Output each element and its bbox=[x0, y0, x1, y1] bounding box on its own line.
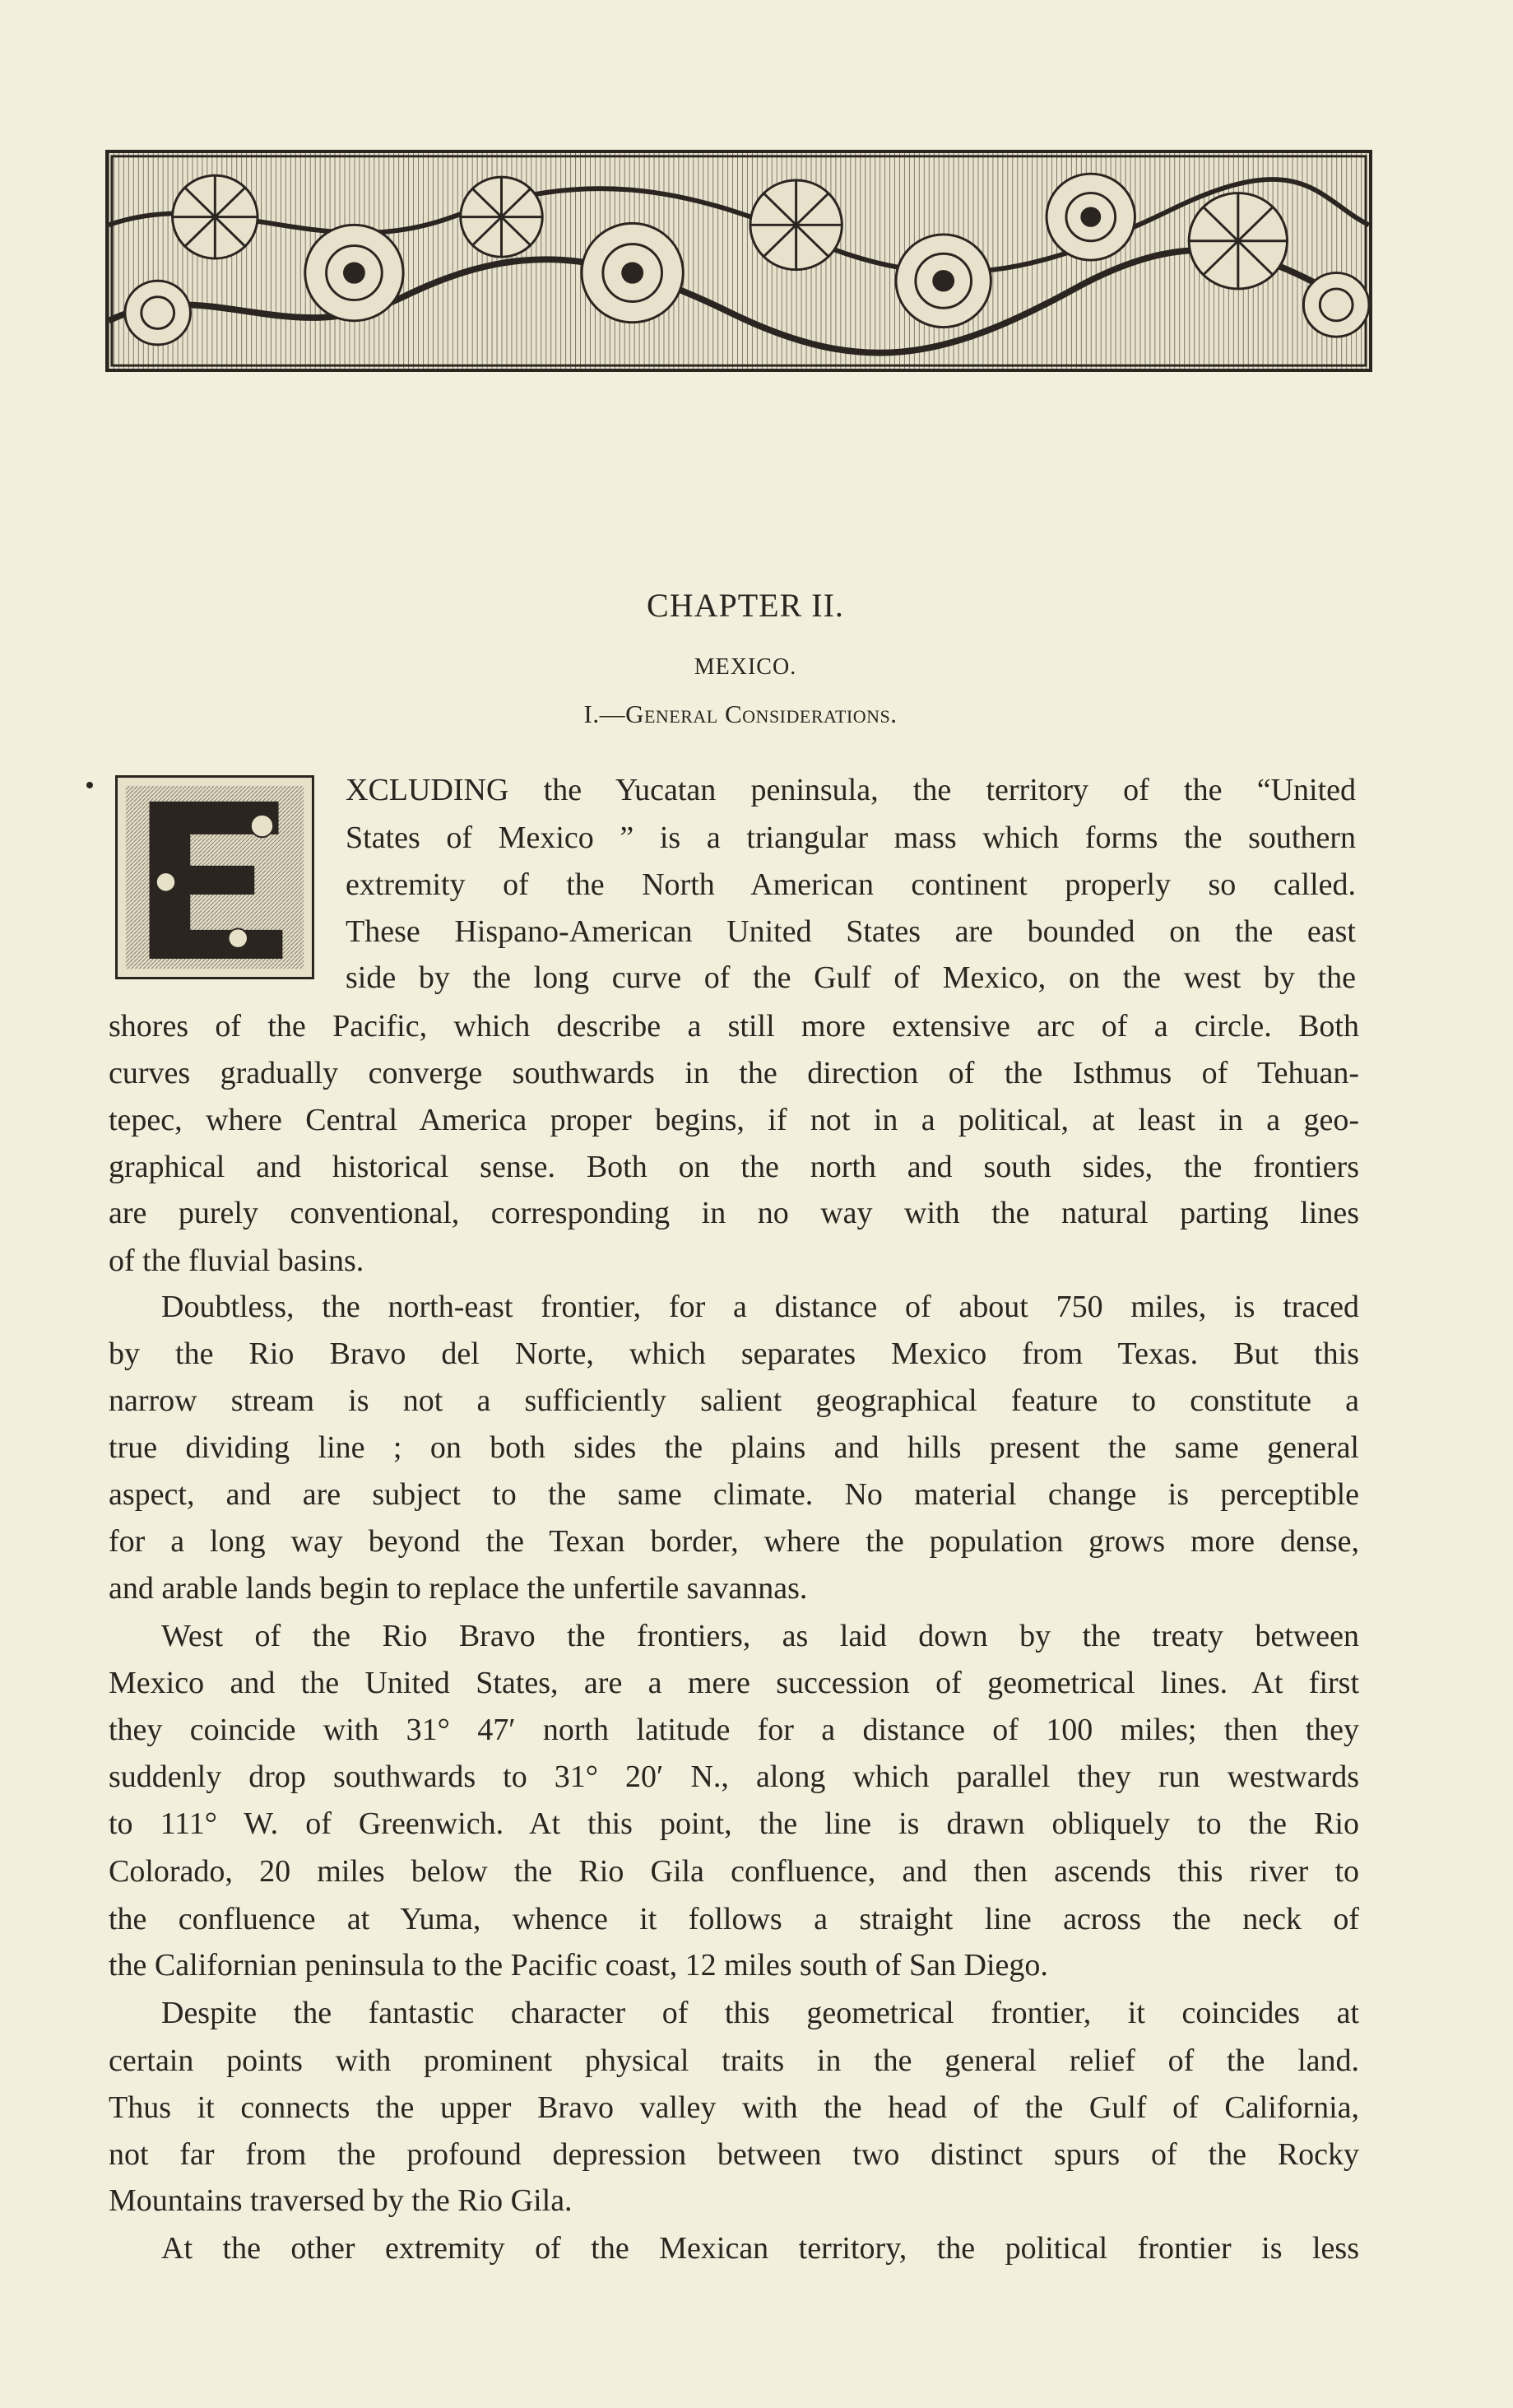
text-line: Mountains traversed by the Rio Gila. bbox=[109, 2183, 573, 2218]
text-line: curves gradually converge southwards in the direction of the Isthmus of Tehuan- bbox=[109, 1056, 1359, 1090]
floral-banner bbox=[105, 150, 1372, 372]
text-line: shores of the Pacific, which describe a still more extensive arc of a circle. Both bbox=[109, 1009, 1359, 1044]
text-line: Doubtless, the north-east frontier, for a distance of about 750 miles, is traced bbox=[161, 1290, 1359, 1324]
text-line: are purely conventional, corresponding in no way with the natural parting lines bbox=[109, 1196, 1359, 1230]
text-line: the confluence at Yuma, whence it follows a straight line across the neck of bbox=[109, 1902, 1359, 1936]
section-heading bbox=[0, 700, 1481, 729]
text-line: narrow stream is not a sufficiently salient geographical feature to constitute a bbox=[109, 1383, 1359, 1418]
text-line: true dividing line ; on both sides the plains and hills present the same general bbox=[109, 1430, 1359, 1465]
text-line: Mexico and the United States, are a mere succession of geometrical lines. At first bbox=[109, 1666, 1359, 1700]
text-line: side by the long curve of the Gulf of Mexico, on the west by the bbox=[346, 960, 1356, 995]
dropcap-e-illustration bbox=[118, 778, 312, 977]
text-line: certain points with prominent physical traits in the general relief of the land. bbox=[109, 2043, 1359, 2078]
text-line: suddenly drop southwards to 31° 20′ N., along which parallel they run westwards bbox=[109, 1760, 1359, 1794]
text-line: At the other extremity of the Mexican territory, the political frontier is less bbox=[161, 2231, 1359, 2266]
text-line: tepec, where Central America proper begins, if not in a political, at least in a geo- bbox=[109, 1103, 1359, 1137]
text-line: Thus it connects the upper Bravo valley with the head of the Gulf of California, bbox=[109, 2090, 1359, 2125]
text-line: extremity of the North American continent properly so called. bbox=[346, 867, 1356, 902]
text-line: the Californian peninsula to the Pacific coast, 12 miles south of San Diego. bbox=[109, 1948, 1048, 1983]
stray-mark bbox=[86, 782, 93, 788]
text-line: by the Rio Bravo del Norte, which separates Mexico from Texas. But this bbox=[109, 1336, 1359, 1371]
text-line: States of Mexico ” is a triangular mass which forms the southern bbox=[346, 820, 1356, 855]
text-line: aspect, and are subject to the same climate. No material change is perceptible bbox=[109, 1477, 1359, 1512]
text-line: Colorado, 20 miles below the Rio Gila confluence, and then ascends this river to bbox=[109, 1854, 1359, 1889]
section-title: General Considerations. bbox=[625, 700, 898, 728]
chapter-heading: CHAPTER II. bbox=[647, 587, 844, 624]
text-line: they coincide with 31° 47′ north latitude for a distance of 100 miles; then they bbox=[109, 1713, 1359, 1747]
text-line: Despite the fantastic character of this geometrical frontier, it coincides at bbox=[161, 1996, 1359, 2030]
section-number: I.— bbox=[583, 700, 626, 728]
text-line: to 111° W. of Greenwich. At this point, the line is drawn obliquely to the Rio bbox=[109, 1806, 1359, 1841]
text-line: graphical and historical sense. Both on the north and south sides, the frontiers bbox=[109, 1150, 1359, 1184]
text-line: of the fluvial basins. bbox=[109, 1244, 364, 1278]
dropcap-e bbox=[115, 775, 314, 979]
text-line: for a long way beyond the Texan border, where the population grows more dense, bbox=[109, 1524, 1359, 1559]
text-line: XCLUDING the Yucatan peninsula, the territory of the “United bbox=[346, 773, 1356, 807]
floral-banner-illustration bbox=[109, 153, 1369, 369]
country-heading: MEXICO. bbox=[694, 654, 797, 680]
text-line: and arable lands begin to replace the unfertile savannas. bbox=[109, 1571, 808, 1606]
text-line: These Hispano-American United States are bounded on the east bbox=[346, 914, 1356, 949]
text-line: West of the Rio Bravo the frontiers, as laid down by the treaty between bbox=[161, 1619, 1359, 1653]
text-line: not far from the profound depression between two distinct spurs of the Rocky bbox=[109, 2137, 1359, 2172]
